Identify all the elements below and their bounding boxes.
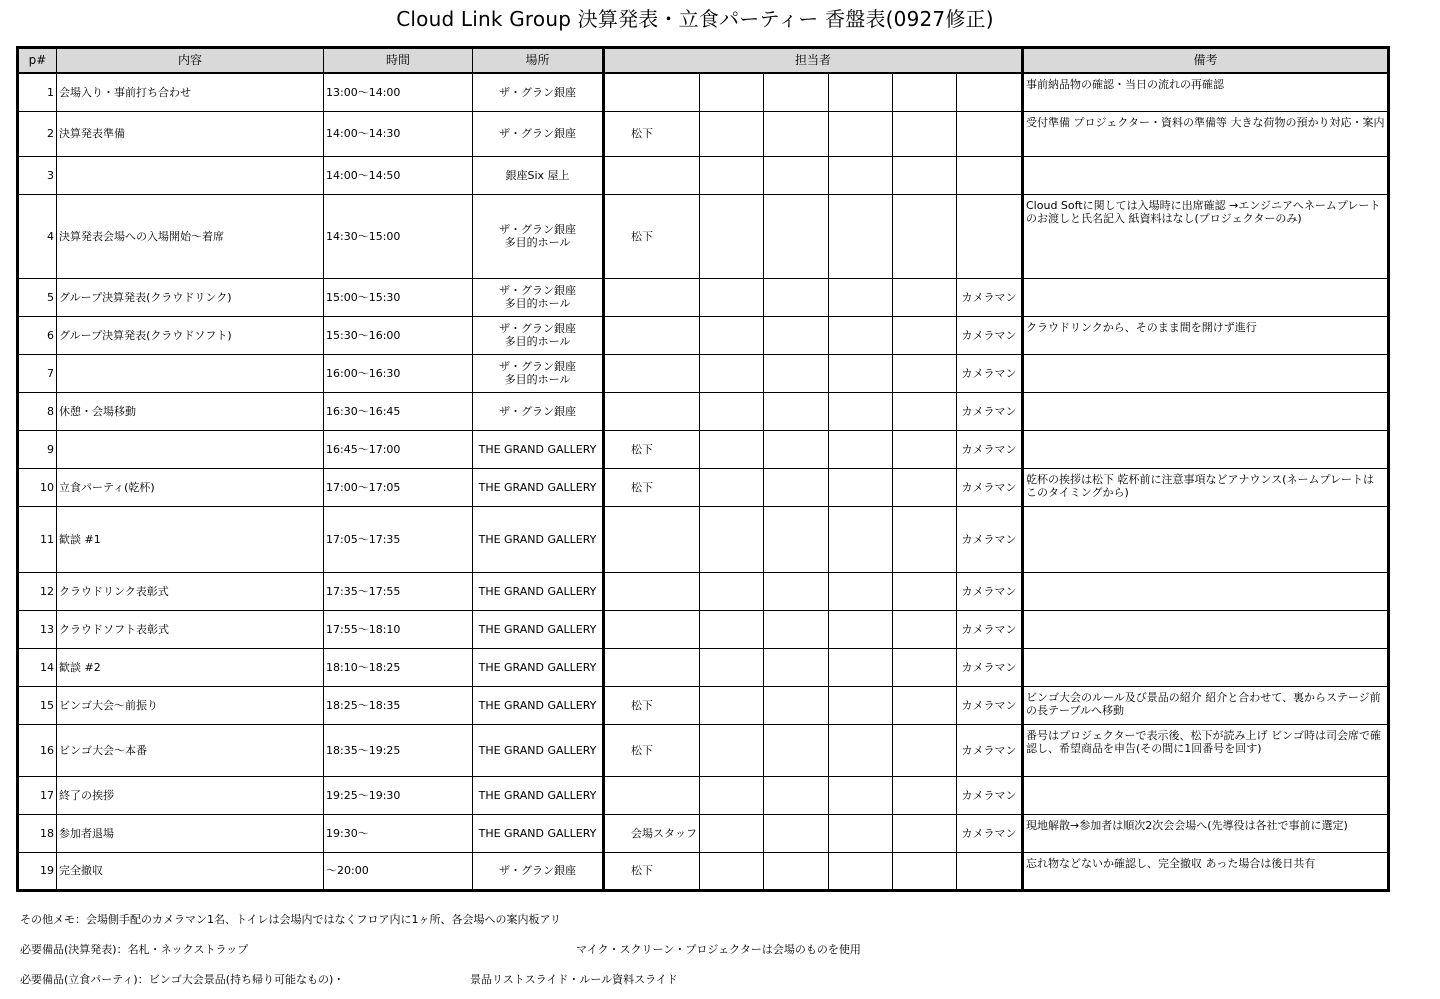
staff-cell: [764, 73, 829, 111]
table-row: [18, 111, 1389, 156]
row-time: 19:30～: [324, 814, 473, 852]
row-time: 17:05～17:35: [324, 506, 473, 572]
staff-cell: [893, 73, 957, 111]
staff-cell: [893, 468, 957, 506]
row-content: グループ決算発表(クラウドリンク): [57, 278, 324, 316]
row-cameraman: カメラマン: [957, 354, 1023, 392]
row-cameraman: カメラマン: [957, 468, 1023, 506]
row-time: 14:00～14:50: [324, 156, 473, 194]
row-place: THE GRAND GALLERY: [473, 610, 604, 648]
row-cameraman: [957, 194, 1023, 278]
staff-cell: [764, 316, 829, 354]
staff-cell: [700, 430, 764, 468]
row-staff: 松下: [604, 194, 700, 278]
header-place: 場所: [473, 48, 604, 74]
row-number: 6: [18, 316, 57, 354]
staff-cell: [893, 686, 957, 724]
row-place: ザ・グラン銀座: [473, 73, 604, 111]
staff-cell: [764, 506, 829, 572]
row-time: 17:55～18:10: [324, 610, 473, 648]
row-place: ザ・グラン銀座: [473, 111, 604, 156]
row-time: 14:00～14:30: [324, 111, 473, 156]
staff-cell: [829, 572, 893, 610]
staff-cell: [893, 572, 957, 610]
row-number: 18: [18, 814, 57, 852]
row-staff: [604, 648, 700, 686]
row-content: 立食パーティ(乾杯): [57, 468, 324, 506]
row-time: 15:30～16:00: [324, 316, 473, 354]
row-time: 17:00～17:05: [324, 468, 473, 506]
row-time: 18:35～19:25: [324, 724, 473, 776]
row-notes: ビンゴ大会のルール及び景品の紹介 紹介と合わせて、裏からステージ前の長テーブルへ移動: [1023, 686, 1389, 724]
row-notes: [1023, 278, 1389, 316]
row-number: 13: [18, 610, 57, 648]
table-row: [18, 430, 1389, 468]
staff-cell: [829, 776, 893, 814]
row-time: 16:45～17:00: [324, 430, 473, 468]
row-staff: 松下: [604, 468, 700, 506]
row-content: ビンゴ大会～前振り: [57, 686, 324, 724]
row-content: クラウドソフト表彰式: [57, 610, 324, 648]
row-staff: [604, 392, 700, 430]
row-cameraman: カメラマン: [957, 686, 1023, 724]
row-staff: [604, 506, 700, 572]
row-cameraman: カメラマン: [957, 430, 1023, 468]
row-place: THE GRAND GALLERY: [473, 686, 604, 724]
row-content: 完全撤収: [57, 852, 324, 890]
table-row: [18, 852, 1389, 890]
staff-cell: [893, 506, 957, 572]
row-notes: [1023, 572, 1389, 610]
row-time: 16:30～16:45: [324, 392, 473, 430]
row-content: 決算発表準備: [57, 111, 324, 156]
staff-cell: [764, 686, 829, 724]
row-staff: 松下: [604, 724, 700, 776]
table-row: [18, 468, 1389, 506]
staff-cell: [829, 111, 893, 156]
row-content: [57, 430, 324, 468]
staff-cell: [700, 610, 764, 648]
row-staff: [604, 73, 700, 111]
row-place: THE GRAND GALLERY: [473, 506, 604, 572]
staff-cell: [893, 111, 957, 156]
row-notes: [1023, 392, 1389, 430]
staff-cell: [700, 73, 764, 111]
table-row: [18, 506, 1389, 572]
row-staff: [604, 354, 700, 392]
header-content: 内容: [57, 48, 324, 74]
staff-cell: [829, 506, 893, 572]
row-notes: 忘れ物などないか確認し、完全撤収 あった場合は後日共有: [1023, 852, 1389, 890]
row-staff: [604, 156, 700, 194]
row-place: ザ・グラン銀座 多目的ホール: [473, 194, 604, 278]
header-staff: 担当者: [604, 48, 1023, 74]
staff-cell: [829, 814, 893, 852]
row-cameraman: カメラマン: [957, 776, 1023, 814]
row-number: 16: [18, 724, 57, 776]
row-number: 11: [18, 506, 57, 572]
row-place: ザ・グラン銀座 多目的ホール: [473, 354, 604, 392]
header-time: 時間: [324, 48, 473, 74]
row-cameraman: カメラマン: [957, 506, 1023, 572]
row-number: 5: [18, 278, 57, 316]
table-row: [18, 73, 1389, 111]
staff-cell: [764, 194, 829, 278]
row-notes: [1023, 156, 1389, 194]
row-content: 歓談 #2: [57, 648, 324, 686]
staff-cell: [764, 392, 829, 430]
row-cameraman: [957, 852, 1023, 890]
table-row: [18, 354, 1389, 392]
staff-cell: [700, 572, 764, 610]
row-time: 18:10～18:25: [324, 648, 473, 686]
row-cameraman: カメラマン: [957, 278, 1023, 316]
row-place: THE GRAND GALLERY: [473, 468, 604, 506]
table-row: [18, 724, 1389, 776]
staff-cell: [829, 724, 893, 776]
staff-cell: [764, 430, 829, 468]
staff-cell: [700, 111, 764, 156]
row-cameraman: カメラマン: [957, 316, 1023, 354]
staff-cell: [764, 278, 829, 316]
row-number: 9: [18, 430, 57, 468]
row-content: クラウドリンク表彰式: [57, 572, 324, 610]
footer-items-party: 必要備品(立食パーティ)：ビンゴ大会景品(持ち帰り可能なもの)・: [20, 973, 345, 986]
staff-cell: [700, 814, 764, 852]
staff-cell: [893, 194, 957, 278]
row-notes: [1023, 648, 1389, 686]
table-row: [18, 610, 1389, 648]
row-content: 会場入り・事前打ち合わせ: [57, 73, 324, 111]
row-number: 8: [18, 392, 57, 430]
row-cameraman: [957, 156, 1023, 194]
row-content: グループ決算発表(クラウドソフト): [57, 316, 324, 354]
table-row: [18, 156, 1389, 194]
row-staff: [604, 278, 700, 316]
row-number: 1: [18, 73, 57, 111]
staff-cell: [893, 776, 957, 814]
table-row: [18, 776, 1389, 814]
row-staff: 松下: [604, 686, 700, 724]
staff-cell: [764, 468, 829, 506]
row-notes: 番号はプロジェクターで表示後、松下が読み上げ ビンゴ時は司会席で確認し、希望商品を申告(その間に1回番号を回す): [1023, 724, 1389, 776]
table-row: [18, 194, 1389, 278]
row-cameraman: カメラマン: [957, 724, 1023, 776]
table-row: [18, 316, 1389, 354]
staff-cell: [893, 316, 957, 354]
row-time: 14:30～15:00: [324, 194, 473, 278]
row-cameraman: カメラマン: [957, 572, 1023, 610]
staff-cell: [700, 648, 764, 686]
row-notes: [1023, 430, 1389, 468]
row-cameraman: [957, 73, 1023, 111]
staff-cell: [700, 506, 764, 572]
row-cameraman: [957, 111, 1023, 156]
row-number: 3: [18, 156, 57, 194]
row-place: ザ・グラン銀座 多目的ホール: [473, 278, 604, 316]
row-staff: [604, 572, 700, 610]
row-staff: [604, 610, 700, 648]
schedule-table: [16, 46, 1390, 892]
staff-cell: [829, 852, 893, 890]
row-staff: 松下: [604, 852, 700, 890]
staff-cell: [829, 430, 893, 468]
row-content: [57, 354, 324, 392]
staff-cell: [764, 724, 829, 776]
row-cameraman: カメラマン: [957, 610, 1023, 648]
footer-items-party-note: 景品リストスライド・ルール資料スライド: [470, 973, 678, 986]
row-place: THE GRAND GALLERY: [473, 430, 604, 468]
header-row: [18, 48, 1389, 74]
row-time: ～20:00: [324, 852, 473, 890]
row-place: THE GRAND GALLERY: [473, 572, 604, 610]
row-staff: [604, 316, 700, 354]
staff-cell: [700, 392, 764, 430]
staff-cell: [700, 724, 764, 776]
staff-cell: [700, 468, 764, 506]
row-number: 10: [18, 468, 57, 506]
table-row: [18, 814, 1389, 852]
row-place: THE GRAND GALLERY: [473, 648, 604, 686]
row-notes: 受付準備 プロジェクター・資料の準備等 大きな荷物の預かり対応・案内: [1023, 111, 1389, 156]
row-place: THE GRAND GALLERY: [473, 776, 604, 814]
staff-cell: [893, 156, 957, 194]
row-place: ザ・グラン銀座: [473, 392, 604, 430]
staff-cell: [829, 468, 893, 506]
row-notes: [1023, 506, 1389, 572]
header-notes: 備考: [1023, 48, 1389, 74]
staff-cell: [764, 156, 829, 194]
row-time: 15:00～15:30: [324, 278, 473, 316]
staff-cell: [764, 610, 829, 648]
footer-memo: その他メモ：会場側手配のカメラマン1名、トイレは会場内ではなくフロア内に1ヶ所、各会場への案内板アリ: [20, 913, 562, 926]
staff-cell: [893, 610, 957, 648]
staff-cell: [700, 278, 764, 316]
staff-cell: [829, 316, 893, 354]
row-staff: 松下: [604, 111, 700, 156]
staff-cell: [829, 73, 893, 111]
staff-cell: [764, 814, 829, 852]
staff-cell: [893, 278, 957, 316]
row-number: 4: [18, 194, 57, 278]
page-title: Cloud Link Group 決算発表・立食パーティー 香盤表(0927修正): [396, 7, 994, 31]
staff-cell: [829, 278, 893, 316]
staff-cell: [893, 852, 957, 890]
staff-cell: [764, 354, 829, 392]
row-number: 14: [18, 648, 57, 686]
staff-cell: [764, 852, 829, 890]
row-staff: [604, 776, 700, 814]
row-notes: [1023, 776, 1389, 814]
row-place: ザ・グラン銀座: [473, 852, 604, 890]
row-staff: 松下: [604, 430, 700, 468]
staff-cell: [893, 648, 957, 686]
footer-items-announce: 必要備品(決算発表)：名札・ネックストラップ: [20, 943, 249, 956]
staff-cell: [829, 610, 893, 648]
table-row: [18, 278, 1389, 316]
row-time: 13:00～14:00: [324, 73, 473, 111]
staff-cell: [829, 686, 893, 724]
staff-cell: [700, 776, 764, 814]
row-cameraman: カメラマン: [957, 392, 1023, 430]
staff-cell: [764, 648, 829, 686]
row-notes: [1023, 610, 1389, 648]
table-row: [18, 572, 1389, 610]
row-content: 休憩・会場移動: [57, 392, 324, 430]
row-number: 12: [18, 572, 57, 610]
row-notes: Cloud Softに関しては入場時に出席確認 →エンジニアへネームプレートのお渡しと氏名記入 紙資料はなし(プロジェクターのみ): [1023, 194, 1389, 278]
row-cameraman: カメラマン: [957, 648, 1023, 686]
footer-items-announce-note: マイク・スクリーン・プロジェクターは会場のものを使用: [576, 943, 861, 956]
staff-cell: [893, 724, 957, 776]
row-cameraman: カメラマン: [957, 814, 1023, 852]
row-number: 7: [18, 354, 57, 392]
row-number: 17: [18, 776, 57, 814]
staff-cell: [700, 852, 764, 890]
row-place: THE GRAND GALLERY: [473, 724, 604, 776]
staff-cell: [764, 572, 829, 610]
row-content: 終了の挨拶: [57, 776, 324, 814]
row-notes: 乾杯の挨拶は松下 乾杯前に注意事項などアナウンス(ネームプレートはこのタイミングから): [1023, 468, 1389, 506]
row-notes: 事前納品物の確認・当日の流れの再確認: [1023, 73, 1389, 111]
staff-cell: [893, 392, 957, 430]
row-notes: [1023, 354, 1389, 392]
staff-cell: [893, 430, 957, 468]
staff-cell: [829, 648, 893, 686]
row-content: ビンゴ大会～本番: [57, 724, 324, 776]
row-place: 銀座Six 屋上: [473, 156, 604, 194]
row-content: [57, 156, 324, 194]
row-content: 歓談 #1: [57, 506, 324, 572]
row-time: 16:00～16:30: [324, 354, 473, 392]
row-number: 2: [18, 111, 57, 156]
row-number: 15: [18, 686, 57, 724]
staff-cell: [700, 354, 764, 392]
staff-cell: [829, 392, 893, 430]
table-row: [18, 392, 1389, 430]
row-time: 18:25～18:35: [324, 686, 473, 724]
row-place: THE GRAND GALLERY: [473, 814, 604, 852]
staff-cell: [700, 156, 764, 194]
staff-cell: [829, 156, 893, 194]
row-content: 参加者退場: [57, 814, 324, 852]
staff-cell: [764, 111, 829, 156]
row-notes: クラウドリンクから、そのまま間を開けず進行: [1023, 316, 1389, 354]
table-row: [18, 686, 1389, 724]
staff-cell: [893, 354, 957, 392]
row-content: 決算発表会場への入場開始～着席: [57, 194, 324, 278]
row-notes: 現地解散→参加者は順次2次会会場へ(先導役は各社で事前に選定): [1023, 814, 1389, 852]
staff-cell: [893, 814, 957, 852]
table-row: [18, 648, 1389, 686]
staff-cell: [700, 316, 764, 354]
row-time: 17:35～17:55: [324, 572, 473, 610]
staff-cell: [700, 194, 764, 278]
row-time: 19:25～19:30: [324, 776, 473, 814]
row-place: ザ・グラン銀座 多目的ホール: [473, 316, 604, 354]
row-staff: 会場スタッフ: [604, 814, 700, 852]
staff-cell: [700, 686, 764, 724]
staff-cell: [829, 354, 893, 392]
header-no: p#: [18, 48, 57, 74]
staff-cell: [829, 194, 893, 278]
staff-cell: [764, 776, 829, 814]
row-number: 19: [18, 852, 57, 890]
